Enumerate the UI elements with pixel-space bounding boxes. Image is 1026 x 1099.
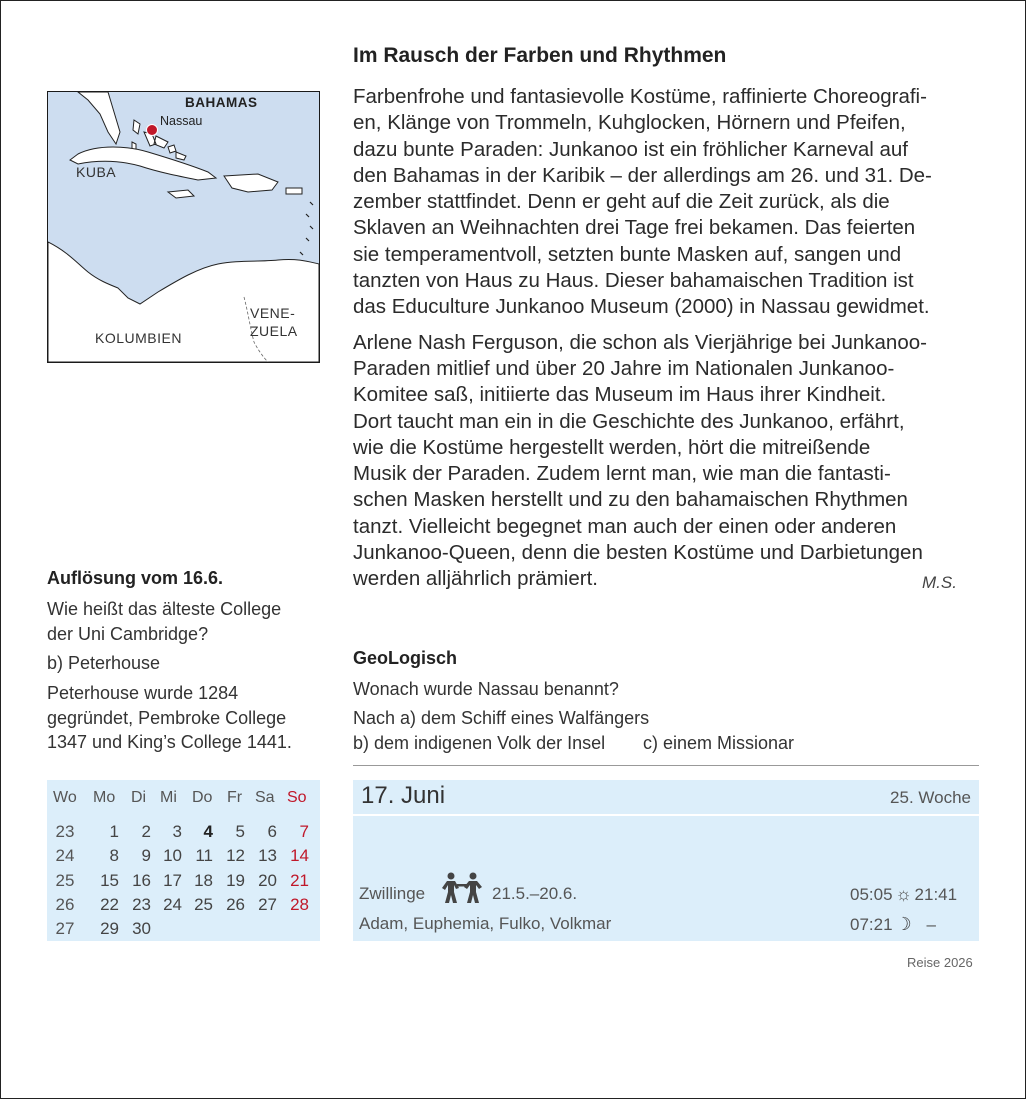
article-paragraph-2 [353,330,983,593]
text-line: wie die Kostüme hergestellt werden, hört die mitreißende [353,435,871,459]
calendar-day: 24 [163,895,182,914]
sun-times [850,884,957,905]
calendar-header-so: So [287,789,307,806]
calendar-day: 16 [132,871,151,890]
calendar-day: 8 [109,846,119,865]
nassau-marker [147,125,158,136]
calendar-day: 25 [194,895,213,914]
author-signature: M.S. [922,573,957,592]
geologisch-question: Wonach wurde Nassau benannt? [353,679,619,699]
article-body [353,84,983,602]
geologisch-option-a: Nach a) dem Schiff eines Walfängers [353,708,650,728]
calendar-header-fr: Fr [227,789,243,806]
calendar-day: 2 [141,822,151,841]
zodiac-sign: Zwillinge [359,884,426,903]
map-graphic [48,92,319,362]
text-line: Farbenfrohe und fantasievolle Kostüme, raffinierte Choreografi- [353,85,927,108]
calendar-day: 21 [290,871,309,890]
month-calendar [47,780,320,941]
calendar-day: 22 [100,895,119,914]
calendar-day: 17 [163,871,182,890]
calendar-day: 4 [203,822,213,841]
text-line: den Bahamas in der Karibik – der allerdings am 26. und 31. De- [353,163,932,187]
calendar-day: 30 [132,919,151,938]
text-line: zember stattfindet. Denn er geht auf die Zeit zurück, als die [353,190,890,214]
moon-times [850,914,936,935]
text-line: dazu bunte Paraden: Junkanoo ist ein fröhlicher Karneval auf [353,137,909,161]
resolution-title: Auflösung vom 16.6. [47,568,224,588]
zodiac-range: 21.5.–20.6. [492,884,578,903]
calendar-header-wo: Wo [53,789,77,806]
text-line: gegründet, Pembroke College [47,707,287,728]
caribbean-map [47,91,320,363]
week-number-cell: 25 [55,871,75,890]
text-line: en, Klänge von Trommeln, Kuhglocken, Hörnern und Pfeifen, [353,111,906,135]
geologisch-title: GeoLogisch [353,648,458,668]
calendar-header-mo: Mo [93,789,116,806]
day-panel [353,780,979,941]
text-line: der Uni Cambridge? [47,623,209,644]
resolution-explanation [47,681,337,755]
text-line: Wie heißt das älteste College [47,599,282,619]
text-line: sie temperamentvoll, setzten bunte Masken auf, sangen und [353,242,902,266]
calendar-day: 13 [258,846,277,865]
calendar-day: 6 [267,822,277,841]
calendar-day: 1 [109,822,119,841]
week-number: 25. Woche [890,788,971,807]
gemini-icon [439,872,487,904]
calendar-day: 11 [195,846,213,865]
calendar-day: 18 [194,871,213,890]
resolution-answer: b) Peterhouse [47,653,161,673]
sun-icon: ☼ [895,884,912,904]
calendar-day: 9 [141,846,151,865]
calendar-header-do: Do [192,789,213,806]
divider [353,765,979,766]
map-label-nassau: Nassau [160,114,203,128]
calendar-day: 27 [258,895,277,914]
text-line: werden alljährlich prämiert. [353,567,598,591]
map-label-vene: VENE- [250,305,296,321]
geologisch-option-c: c) einem Missionar [643,733,795,753]
moon-icon: ☽ [895,914,912,934]
map-label-zuela: ZUELA [250,323,298,339]
text-line: Sklaven an Weihnachten drei Tage frei bekamen. Das feierten [353,216,916,240]
footer-label: Reise 2026 [907,955,973,970]
text-line: schen Masken herstellt und zu den bahamaischen Rhythmen [353,488,908,512]
text-line: tanzt. Vielleicht begegnet man auch der einen oder anderen [353,514,897,538]
resolution-question [47,597,337,646]
text-line: das Educulture Junkanoo Museum (2000) in Nassau gewidmet. [353,295,930,319]
moonset-time: – [926,915,937,934]
sunrise-time: 05:05 [850,885,893,904]
calendar-day: 3 [172,822,182,841]
calendar-day: 14 [290,846,309,865]
text-line: Arlene Nash Ferguson, die schon als Vierjährige bei Junkanoo- [353,330,927,354]
calendar-day: 19 [226,871,245,890]
text-line: Paraden mitlief und über 20 Jahre im Nationalen Junkanoo- [353,356,895,380]
name-days: Adam, Euphemia, Fulko, Volkmar [359,914,612,933]
calendar-day: 15 [100,871,119,890]
week-number-cell: 24 [55,846,75,865]
geologisch-option-b: b) dem indigenen Volk der Insel [353,733,606,753]
calendar-day: 5 [235,822,245,841]
calendar-day: 20 [258,871,277,890]
calendar-day: 23 [132,895,151,914]
calendar-header-mi: Mi [160,789,177,806]
map-label-kuba: KUBA [76,164,117,180]
calendar-day: 29 [100,919,119,938]
moonrise-time: 07:21 [850,915,893,934]
text-line: Junkanoo-Queen, denn die besten Kostüme und Darbietungen [353,541,923,565]
calendar-header-di: Di [131,789,147,806]
week-number-cell: 23 [55,822,75,841]
article-title: Im Rausch der Farben und Rhythmen [353,44,727,67]
day-header [353,780,979,816]
current-date: 17. Juni [361,782,446,809]
text-line: Peterhouse wurde 1284 [47,683,239,703]
map-label-kolumbien: KOLUMBIEN [95,330,182,346]
text-line: tanzten von Haus zu Haus. Dieser bahamaischen Tradition ist [353,269,914,293]
calendar-header-sa: Sa [255,789,275,806]
map-label-bahamas: BAHAMAS [185,95,258,110]
calendar-day: 26 [226,895,245,914]
calendar-day: 28 [290,895,309,914]
text-line: 1347 und King’s College 1441. [47,732,292,752]
week-number-cell: 27 [55,919,75,938]
week-number-cell: 26 [55,895,75,914]
sunset-time: 21:41 [914,885,958,904]
calendar-day: 10 [163,846,182,865]
article-paragraph-1 [353,84,983,321]
text-line: Dort taucht man ein in die Geschichte des Junkanoo, erfährt, [353,409,905,433]
calendar-day: 12 [226,846,245,865]
text-line: Komitee saß, initiierte das Museum im Haus ihrer Kindheit. [353,383,887,407]
text-line: Musik der Paraden. Zudem lernt man, wie man die fantasti- [353,462,891,486]
calendar-day: 7 [299,822,309,841]
